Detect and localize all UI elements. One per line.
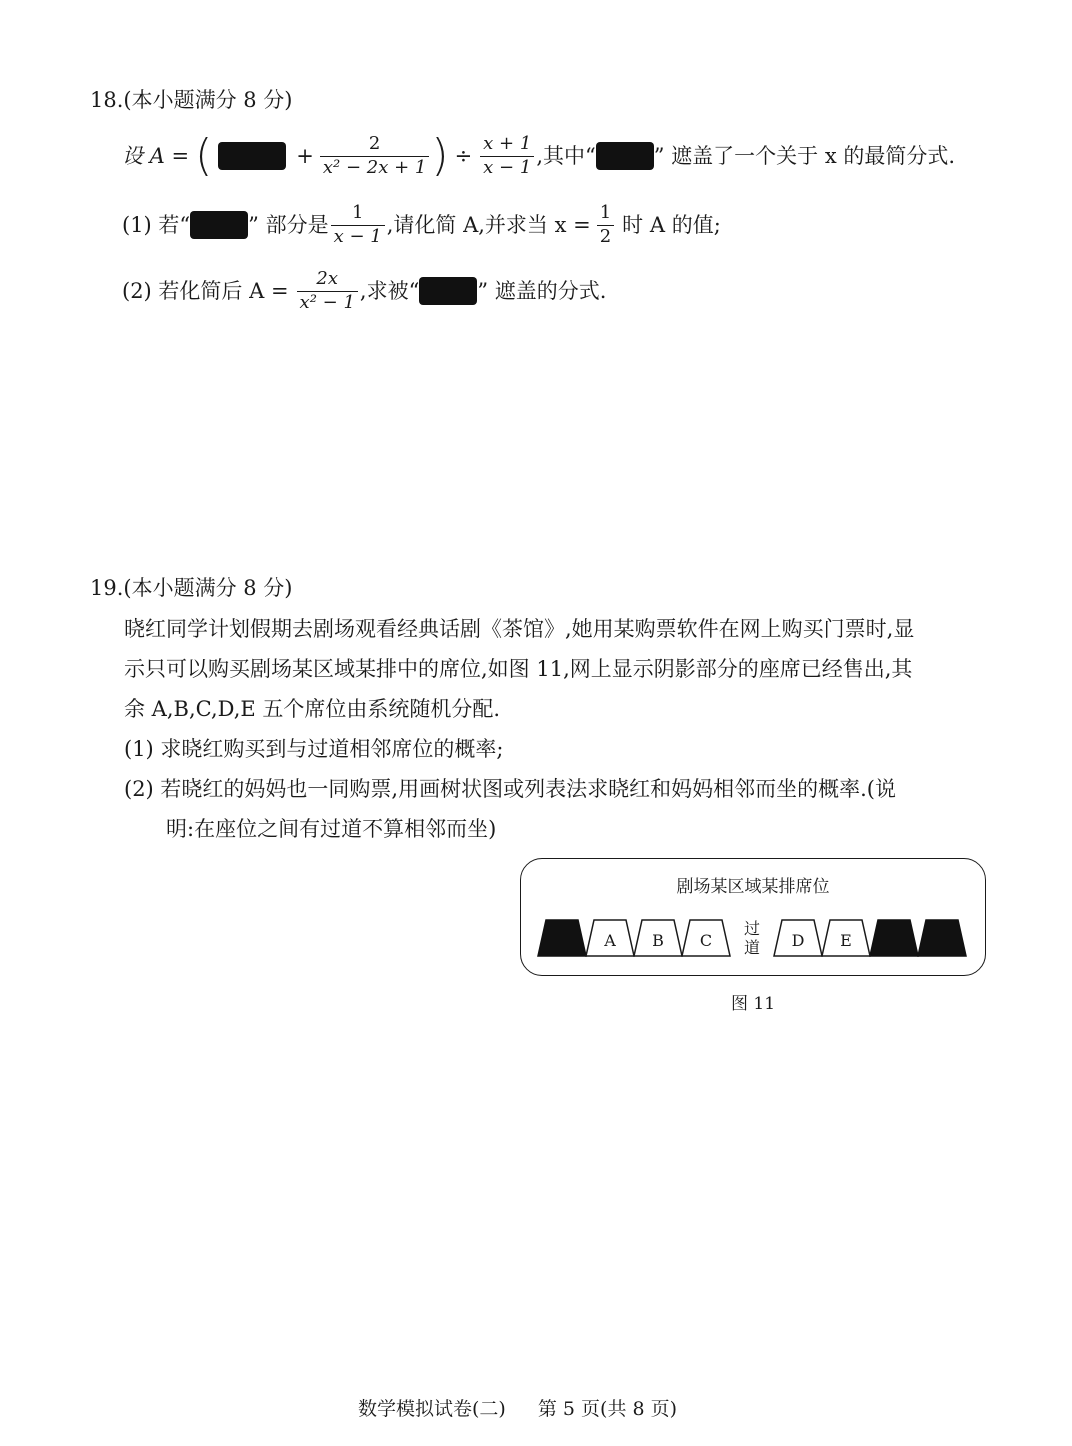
q18-frac1-denominator: x² − 2x + 1	[320, 156, 429, 178]
q18-frac2-denominator: x − 1	[480, 156, 534, 178]
q19-part1: (1) 求晓红购买到与过道相邻席位的概率;	[124, 737, 504, 761]
q18-part1-fraction	[331, 201, 385, 247]
q18-frac1-numerator: 2	[368, 132, 381, 154]
q19-number: 19.	[90, 576, 124, 600]
seat-label-a: A	[604, 931, 616, 950]
left-paren: (	[195, 130, 213, 181]
divide-sign: ÷	[454, 143, 473, 168]
q18-line1-mid: ,其中“	[536, 143, 596, 168]
masked-block	[419, 277, 477, 305]
q18-line1-suffix: ” 遮盖了一个关于 x 的最简分式.	[653, 143, 956, 168]
q19-paragraph-line: 示只可以购买剧场某区域某排中的席位,如图 11,网上显示阴影部分的座席已经售出,其	[124, 657, 913, 681]
q18-part2	[122, 264, 606, 318]
masked-block	[218, 142, 286, 170]
sold-seat	[870, 920, 918, 956]
seat-row-diagram	[520, 858, 986, 976]
q18-fraction-1	[320, 132, 429, 178]
q19-heading	[90, 578, 293, 599]
right-paren: )	[431, 130, 449, 181]
q18-part1	[122, 198, 721, 252]
aisle-label-top: 过	[743, 919, 761, 938]
q18-part2-frac-denominator: x² − 1	[297, 291, 358, 313]
q18-part1-prefix: (1) 若“	[122, 212, 191, 237]
plus-sign: +	[296, 143, 314, 168]
q18-part1-frac-denominator: x − 1	[331, 225, 385, 247]
q19-paragraph-line: 余 A,B,C,D,E 五个席位由系统随机分配.	[124, 697, 501, 721]
q18-part2-suffix: ” 遮盖的分式.	[477, 278, 607, 303]
sold-seat	[918, 920, 966, 956]
figure-caption: 图 11	[730, 994, 776, 1014]
seat-label-c: C	[699, 931, 713, 950]
q18-part1-frac-numerator: 1	[351, 201, 364, 223]
seat-diagram-title: 剧场某区域某排席位	[676, 877, 830, 897]
x-value-fraction	[597, 201, 614, 247]
q18-expression-line	[122, 128, 955, 184]
q18-part2-mid: ,求被“	[359, 278, 420, 303]
q19-paragraph-line: 晓红同学计划假期去剧场观看经典话剧《茶馆》,她用某购票软件在网上购买门票时,显	[124, 617, 915, 641]
sold-seat	[538, 920, 586, 956]
x-value-denominator: 2	[597, 225, 614, 247]
q19-part2-line1: (2) 若晓红的妈妈也一同购票,用画树状图或列表法求晓红和妈妈相邻而坐的概率.(说	[124, 777, 896, 801]
q18-part1-after-frac: ,请化简 A,并求当 x =	[386, 212, 591, 237]
q19-part2-line2: 明:在座位之间有过道不算相邻而坐)	[166, 817, 497, 841]
q18-fraction-2	[480, 132, 534, 178]
footer	[358, 1394, 677, 1421]
q19-header: (本小题满分 8 分)	[123, 576, 293, 600]
masked-block	[596, 142, 654, 170]
q18-heading	[90, 90, 293, 111]
aisle-label-bottom: 道	[743, 938, 761, 957]
x-value-numerator: 1	[599, 201, 612, 223]
masked-block	[190, 211, 248, 239]
q18-part1-mid: ” 部分是	[248, 212, 329, 237]
q18-header: (本小题满分 8 分)	[123, 88, 293, 112]
q18-line1-prefix: 设 A =	[122, 143, 190, 168]
q18-part2-frac-numerator: 2x	[316, 267, 339, 289]
q18-part2-fraction	[297, 267, 358, 313]
q18-frac2-numerator: x + 1	[483, 132, 532, 154]
seat-label-e: E	[840, 931, 852, 950]
q18-part1-suffix: 时 A 的值;	[622, 212, 721, 237]
q18-part2-prefix: (2) 若化简后 A =	[122, 278, 289, 303]
q18-number: 18.	[90, 88, 124, 112]
footer-page-number: 第 5 页(共 8 页)	[537, 1398, 678, 1420]
seat-label-d: D	[791, 931, 805, 950]
seat-label-b: B	[652, 931, 664, 950]
footer-title: 数学模拟试卷(二)	[358, 1398, 506, 1420]
